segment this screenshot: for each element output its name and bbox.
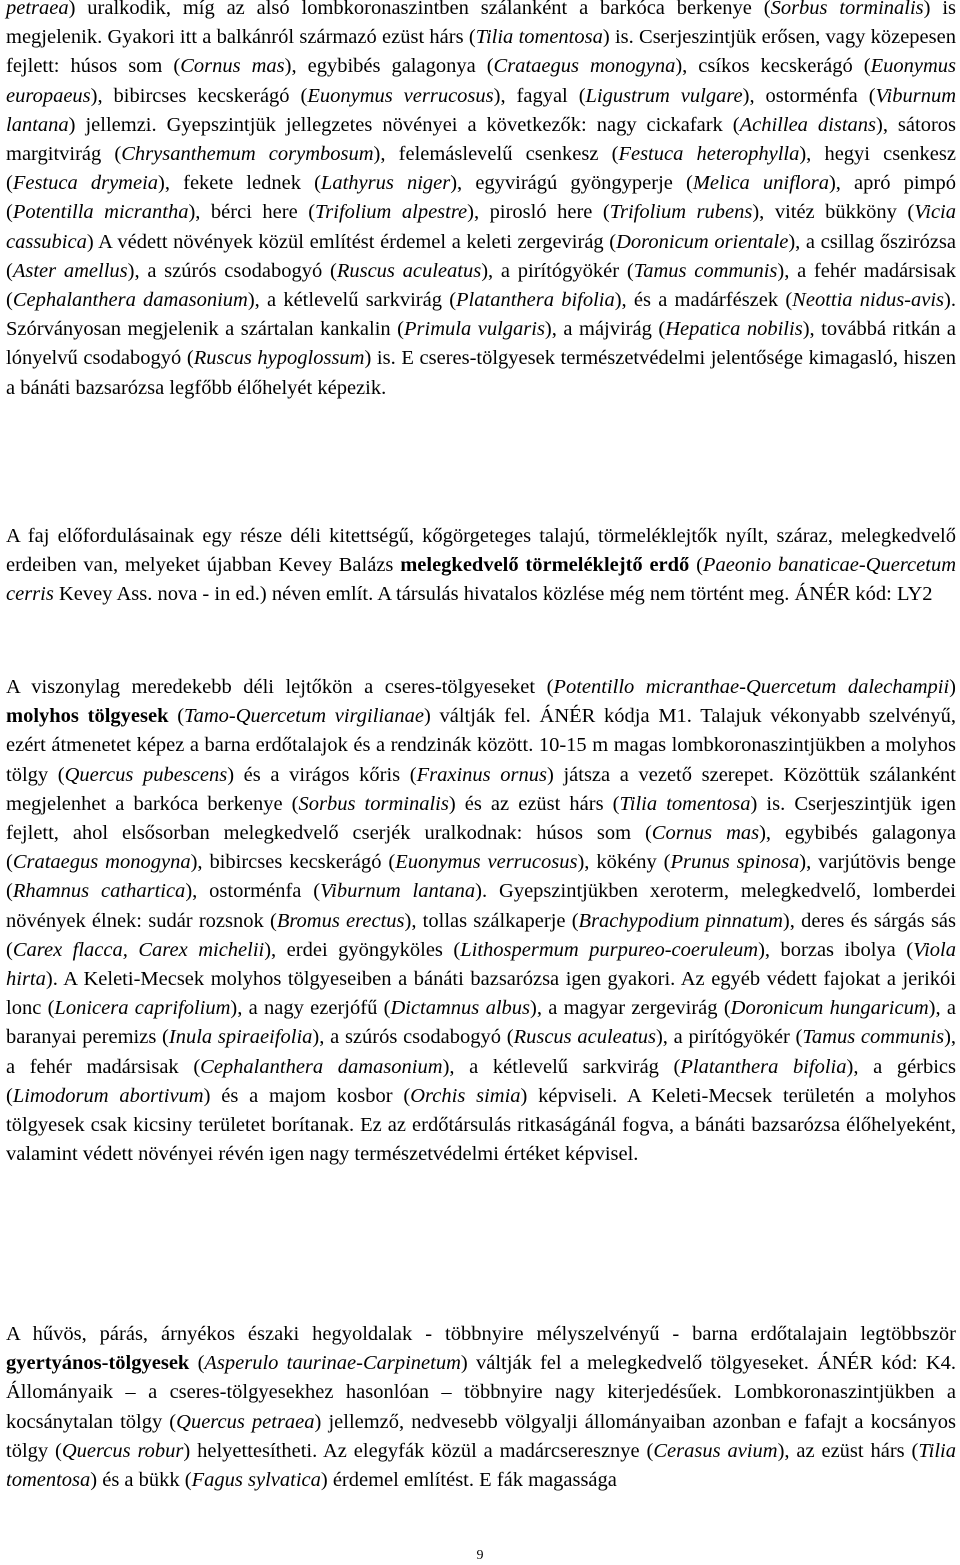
species-name: Inula spiraeifolia [168, 1026, 313, 1049]
habitat-type-term: gyertyános-tölgyesek [6, 1352, 190, 1375]
text-run: ( [168, 705, 185, 728]
text-run: ), apró pimpó ( [6, 172, 956, 224]
species-name: petraea [6, 0, 69, 19]
text-run: ) is. Cserjeszintjük erősen, vagy közepesen fejlett: húsos som ( [6, 26, 956, 78]
text-run: ), ostorménfa ( [742, 84, 876, 107]
species-name: Paeonio banaticae-Quercetum cerris [6, 554, 957, 606]
text-run: ), csíkos kecskerágó ( [675, 55, 871, 78]
species-name: Potentillo micranthae-Quercetum dalechampii [553, 676, 950, 698]
text-run: ( [689, 554, 703, 577]
habitat-type-term: melegkedvelő törmeléklejtő erdő [400, 554, 690, 577]
species-name: Cephalanthera damasonium [200, 1055, 443, 1078]
paragraph-1 [6, 0, 956, 403]
species-name: Festuca heterophylla [618, 143, 800, 166]
species-name: Viburnum lantana [320, 880, 476, 903]
text-run: ), a szúrós csodabogyó ( [127, 259, 337, 282]
text-run: ), egybibés galagonya ( [284, 55, 494, 78]
species-name: Neottia nidus-avis [792, 289, 945, 312]
species-name: Tamus communis [633, 259, 778, 282]
species-name: Ligustrum vulgare [585, 84, 743, 107]
species-name: Doronicum hungaricum [730, 997, 929, 1020]
species-name: Aster amellus [12, 259, 128, 282]
species-name: Cornus mas [651, 822, 760, 845]
text-run: ) játsza a vezető szerepet. Közöttük szálanként megjelenhet a barkóca berkenye ( [6, 763, 956, 815]
text-run: ), bérci here ( [188, 201, 316, 224]
text-run: ), a kétlevelű sarkvirág ( [247, 289, 457, 312]
text-run: ) és a virágos kőris ( [227, 763, 417, 786]
text-run: ), a szúrós csodabogyó ( [312, 1026, 514, 1049]
species-name: Festuca drymeia [12, 172, 159, 195]
text-run: ) is. E cseres-tölgyesek természetvédelmi jelentősége kimagasló, hiszen a bánáti bazsarózsa legfőbb élőhelyét képezik. [6, 347, 956, 399]
text-run: ). Szórványosan megjelenik a szártalan kankalin ( [6, 289, 956, 341]
species-name: Tilia tomentosa [475, 26, 603, 49]
species-name: Cornus mas [180, 55, 285, 78]
species-name: Carex flacca, Carex michelii [12, 938, 265, 961]
text-run: ) érdemel említést. E fák magassága [320, 1469, 617, 1492]
text-run: A hűvös, párás, árnyékos északi hegyoldalak - többnyire mélyszelvényű - barna erdőtalajain legtöbbször [6, 1323, 956, 1345]
species-name: Limodorum abortivum [12, 1084, 204, 1107]
species-name: Tilia tomentosa [6, 1439, 956, 1492]
text-run: ), és a madárfészek ( [614, 289, 793, 312]
species-name: Crataegus monogyna [12, 851, 191, 874]
species-name: Rhamnus cathartica [12, 880, 186, 903]
text-run: ), fagyal ( [493, 84, 586, 107]
species-name: Cerasus avium [653, 1439, 778, 1462]
species-name: Melica uniflora [692, 172, 829, 195]
species-name: Trifolium alpestre [315, 201, 468, 224]
text-run: ) is megjelenik. Gyakori itt a balkánról származó ezüst hárs ( [6, 0, 957, 49]
text-run: ), bibircses kecskerágó ( [90, 84, 308, 107]
species-name: Tilia tomentosa [619, 792, 751, 815]
species-name: Euonymus verrucosus [307, 84, 494, 107]
habitat-type-term: molyhos tölgyesek [6, 705, 169, 728]
species-name: Dictamnus albus [390, 997, 530, 1020]
text-run: ), ostorménfa ( [185, 880, 321, 903]
text-run: ) és a bükk ( [90, 1469, 192, 1492]
text-run: ), bibircses kecskerágó ( [190, 851, 396, 874]
text-run: ), a nagy ezerjófű ( [230, 997, 391, 1020]
species-name: Brachypodium pinnatum [578, 909, 783, 932]
species-name: Bromus erectus [276, 909, 405, 932]
text-run: ) A védett növények közül említést érdemel a keleti zergevirág ( [86, 230, 617, 253]
species-name: Ruscus aculeatus [336, 259, 482, 282]
species-name: Crataegus monogyna [493, 55, 676, 78]
species-name: Prunus spinosa [670, 851, 800, 874]
species-name: Viola hirta [6, 938, 956, 991]
species-name: Quercus petraea [176, 1410, 315, 1433]
species-name: Platanthera bifolia [456, 289, 615, 312]
species-name: Fagus sylvatica [191, 1469, 321, 1492]
text-run: ) és a majom kosbor ( [203, 1084, 411, 1107]
species-name: Doronicum orientale [616, 230, 789, 253]
species-name: Achillea distans [739, 113, 876, 136]
text-run: ) [949, 676, 956, 698]
species-name: Sorbus torminalis [770, 0, 924, 19]
text-run: ), kökény ( [577, 851, 671, 874]
text-run: ), tollas szálkaperje ( [404, 909, 579, 932]
text-run: ), a fehér madársisak ( [6, 259, 956, 312]
species-name: Tamus communis [802, 1026, 945, 1049]
species-name: Platanthera bifolia [680, 1055, 847, 1078]
text-run: ), a pirítógyökér ( [655, 1026, 803, 1049]
species-name: Ruscus hypoglossum [193, 347, 365, 370]
paragraph-2 [6, 522, 956, 610]
text-run: A viszonylag meredekebb déli lejtőkön a cseres-tölgyeseket ( [6, 676, 554, 698]
species-name: Vicia cassubica [6, 201, 957, 253]
text-run: ) képviseli. A Keleti-Mecsek területén a molyhos tölgyesek csak kicsiny területet borítanak. Ez az erdőtársulás ritkaságánál fogva, a bánáti bazsarózsa élőhelyeként, valamint védett növényei révén igen nagy természetvédelmi értéket képvisel. [6, 1084, 957, 1166]
text-run: ), borzas ibolya ( [758, 938, 914, 961]
text-run: ). A Keleti-Mecsek molyhos tölgyeseiben a bánáti bazsarózsa igen gyakori. Az egyéb védett fajokat a jerikói lonc ( [6, 968, 956, 1020]
text-run: ), egybibés galagonya ( [6, 822, 956, 874]
species-name: Trifolium rubens [609, 201, 753, 224]
text-run: ) is. Cserjeszintjük igen fejlett, ahol elsősorban melegkedvelő cserjék uralkodnak: húsos som ( [6, 792, 956, 845]
text-run: A faj előfordulásainak egy része déli kitettségű, kőgörgeteges talajú, törmeléklejtők nyílt, száraz, melegkedvelő erdeiben van, melyeket újabban Kevey Balázs [6, 525, 956, 577]
text-run: ), deres és sárgás sás ( [6, 909, 956, 961]
text-run: ) jellemző, nedvesebb völgyalji állományaiban azonban e fafajt a kocsányos tölgy ( [6, 1410, 956, 1462]
text-run: ), hegyi csenkesz ( [6, 143, 956, 195]
text-run: ), egyvirágú gyöngyperje ( [450, 172, 693, 195]
text-run: ) váltják fel. ÁNÉR kódja M1. Talajuk vékonyabb szelvényű, ezért átmenetet képez a barna erdőtalajok és a rendzinák között. 10-15 m magas lombkoronaszintjükben a molyhos tölgy ( [6, 705, 956, 786]
species-name: Quercus robur [61, 1439, 184, 1462]
species-name: Sorbus torminalis [298, 792, 449, 815]
text-run: ), a fehér madársisak ( [6, 1026, 957, 1078]
text-run: Kevey Ass. nova - in ed.) néven említ. A társulás hivatalos közlése még nem történt meg. ÁNÉR kód: LY2 [53, 583, 933, 606]
species-name: Cephalanthera damasonium [12, 289, 248, 312]
text-run: ), a csillag őszirózsa ( [6, 230, 957, 282]
text-run: ), a kétlevelű sarkvirág ( [442, 1055, 681, 1078]
text-run: ), fekete lednek ( [158, 172, 321, 195]
paragraph-3 [6, 673, 956, 1169]
text-run: ), varjútövis benge ( [6, 851, 956, 903]
species-name: Fraxinus ornus [416, 763, 547, 786]
text-run: ), a magyar zergevirág ( [530, 997, 731, 1020]
species-name: Chrysanthemum corymbosum [121, 143, 374, 166]
text-run: ), a májvirág ( [544, 318, 666, 341]
text-run: ), a gérbics ( [6, 1055, 957, 1107]
text-run: ) uralkodik, míg az alsó lombkoronaszintben szálanként a barkóca berkenye ( [68, 0, 771, 19]
species-name: Lithospermum purpureo-coeruleum [460, 938, 759, 961]
paragraph-4 [6, 1320, 956, 1495]
species-name: Orchis simia [410, 1084, 521, 1107]
text-run: ), erdei gyöngyköles ( [264, 938, 461, 961]
species-name: Tamo-Quercetum virgilianae [184, 705, 424, 728]
species-name: Lathyrus niger [320, 172, 451, 195]
text-run: ) és az ezüst hárs ( [448, 792, 620, 815]
text-run: ), pirosló here ( [467, 201, 610, 224]
text-run: ), vitéz bükköny ( [752, 201, 915, 224]
text-run: ) jellemzi. Gyepszintjük jellegzetes növényei a következők: nagy cickafark ( [68, 113, 740, 136]
species-name: Ruscus aculeatus [513, 1026, 656, 1049]
text-run: ), felemáslevelű csenkesz ( [373, 143, 619, 166]
text-run: ) váltják fel a melegkedvelő tölgyeseket. ÁNÉR kód: K4. Állományaik – a cseres-tölgyesekhez hasonlóan – többnyire nagy kiterjedésűek. Lombkoronaszintjükben a kocsánytalan tölgy ( [6, 1352, 956, 1433]
text-run: ), a baranyai peremizs ( [6, 997, 957, 1049]
page-number: 9 [476, 1548, 484, 1563]
species-name: Primula vulgaris [404, 318, 545, 341]
species-name: Viburnum lantana [6, 84, 957, 136]
species-name: Asperulo taurinae-Carpinetum [204, 1352, 461, 1375]
text-run: ( [189, 1352, 205, 1375]
species-name: Euonymus verrucosus [395, 851, 578, 874]
text-run: ), a pirítógyökér ( [481, 259, 634, 282]
text-run: ) helyettesítheti. Az elegyfák közül a madárcseresznye ( [183, 1439, 654, 1462]
species-name: Euonymus europaeus [6, 55, 956, 107]
text-run: ), továbbá ritkán a lónyelvű csodabogyó ( [6, 318, 956, 370]
species-name: Quercus pubescens [64, 763, 228, 786]
species-name: Potentilla micrantha [12, 201, 189, 224]
species-name: Hepatica nobilis [665, 318, 803, 341]
species-name: Lonicera caprifolium [54, 997, 231, 1020]
text-run: ). Gyepszintjükben xeroterm, melegkedvelő, lomberdei növények élnek: sudár rozsnok ( [6, 880, 957, 932]
text-run: ), az ezüst hárs ( [777, 1439, 919, 1462]
text-run: ), sátoros margitvirág ( [6, 113, 957, 166]
